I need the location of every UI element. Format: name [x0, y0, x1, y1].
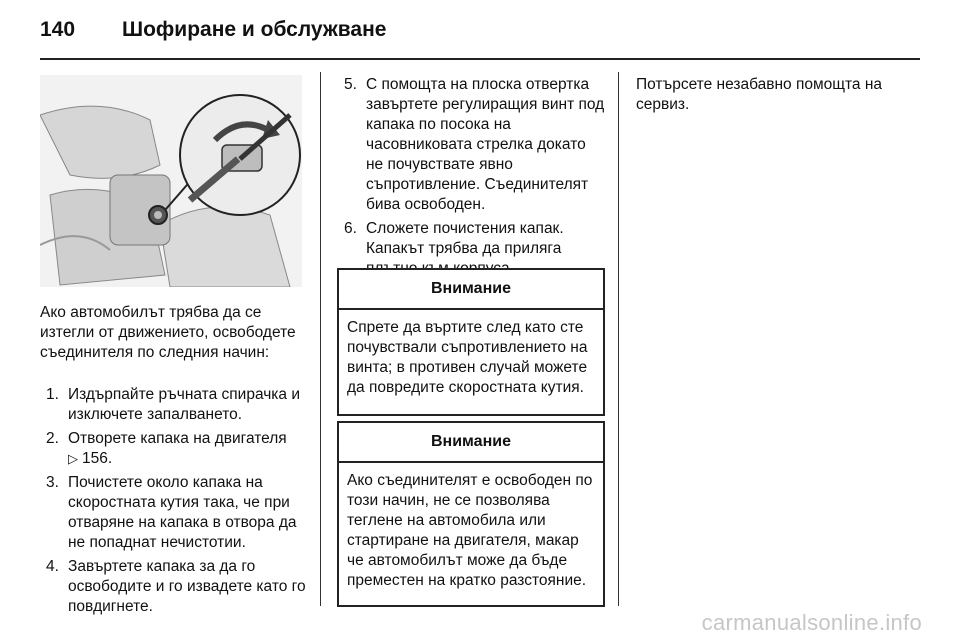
warning-text: Ако съединителят е освободен по този начин, не се позволява теглене на автомобила или стартиране на двигателя, макар че автомобилът може да бъде преместен на кратко разстояние. — [347, 472, 593, 589]
steps-list-2 — [344, 75, 606, 283]
list-item: 2. Отворете капака на двигателя ▷ 156. — [46, 430, 287, 467]
warning-text: Спрете да въртите след като сте почувствали съпротивлението на винта; в противен случай можете да повредите скоростната кутия. — [347, 319, 588, 396]
gearbox-cover-illustration — [40, 75, 302, 287]
page-reference-icon: ▷ — [68, 451, 78, 466]
column-divider — [618, 72, 619, 606]
list-item: 3. Почистете около капака на скоростната кутия така, че при отваряне на капака в отвора да не попаднат нечистотии. — [46, 474, 297, 551]
intro-text: Ако автомобилът трябва да се изтегли от движението, освободете съединителя по следния начин: — [40, 304, 296, 361]
column-divider — [320, 72, 321, 606]
list-item: 6. Сложете почистения капак. Капакът трябва да приляга — [344, 220, 564, 257]
header-divider — [40, 58, 920, 60]
engine-illustration — [40, 75, 302, 287]
page-number: 140 — [40, 18, 76, 41]
steps-list-1 — [46, 385, 308, 621]
warning-title: Внимание — [339, 270, 603, 310]
warning-box — [337, 421, 605, 607]
service-note: Потърсете незабавно помощта на сервиз. — [636, 76, 883, 113]
page-title: Шофиране и обслужване — [122, 18, 387, 41]
watermark: carmanualsonline.info — [701, 610, 922, 635]
list-item: 1. Издърпайте ръчната спирачка и изключете запалването. — [46, 386, 301, 423]
page-header — [40, 10, 920, 54]
page-reference-link[interactable]: 156. — [82, 450, 113, 467]
warning-box — [337, 268, 605, 416]
list-item: 4. Завъртете капака за да го освободите и го извадете като го повдигнете. — [46, 558, 306, 615]
warning-title: Внимание — [339, 423, 603, 463]
list-item: 5. С помощта на плоска отвертка завъртете регулиращия винт под капака по посока на часовниковата стрелка докато не почувствате явно съпротивление. Съединителят бива освободен. — [344, 76, 605, 213]
